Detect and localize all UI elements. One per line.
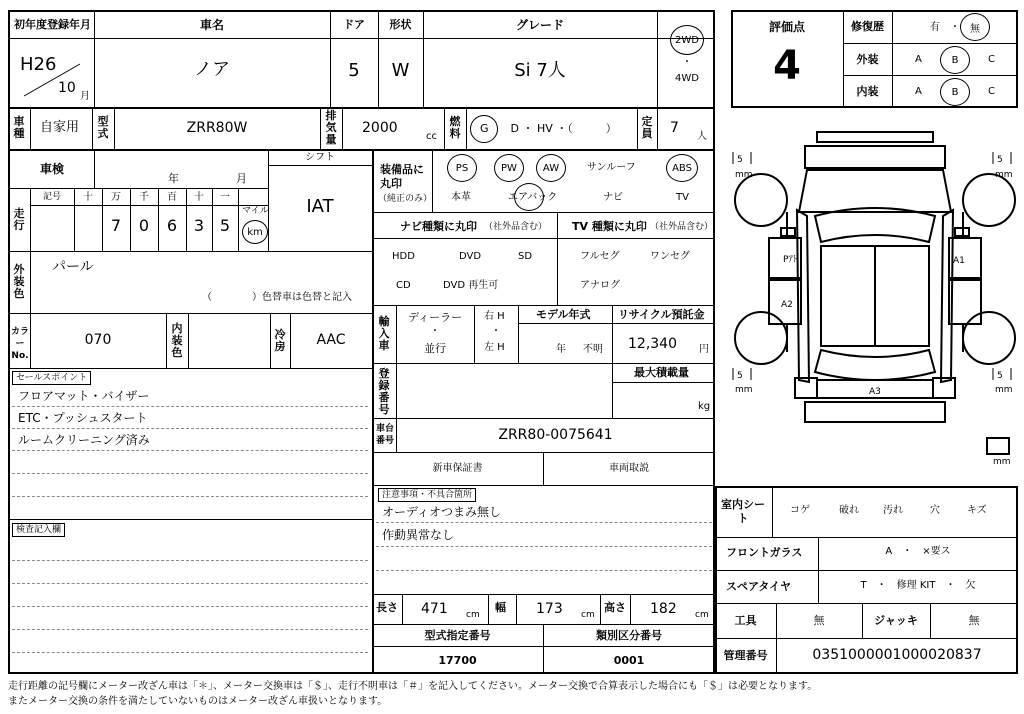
manual-label: 車両取説	[609, 463, 649, 474]
reg-year-label: 初年度登録年月	[14, 18, 91, 31]
sales-line-2: ETC・プッシュスタート	[18, 411, 148, 425]
car-name: ノア	[194, 59, 230, 80]
seat-label: 室内シート	[721, 498, 765, 525]
warranty-label: 新車保証書	[432, 463, 483, 474]
nav-type-label: ナビ種類に丸印	[400, 220, 477, 233]
tire-rl-value: 5	[737, 371, 743, 381]
tv-analog: アナログ	[580, 280, 620, 291]
nav-type-sub: （社外品含む）	[484, 222, 548, 232]
chassis-value: ZRR80-0075641	[498, 427, 613, 443]
shift-value: IAT	[306, 196, 334, 217]
tools-value: 無	[813, 614, 825, 627]
tv-oneseg: ワンセグ	[650, 251, 690, 262]
reg-month-unit: 月	[80, 91, 90, 102]
score-value: 4	[773, 43, 801, 89]
height-value: 182	[650, 601, 677, 617]
tv-type-sub: （社外品含む）	[650, 222, 714, 232]
tire-fr-unit: mm	[995, 170, 1013, 180]
hood	[799, 170, 951, 212]
mgmt-value: 0351000001000020837	[812, 647, 982, 663]
exterior-label: 外装	[856, 53, 879, 66]
car-diagram	[725, 120, 1024, 480]
grade-label: グレード	[515, 18, 564, 32]
footer-note-1: 走行距離の記号欄にメーター改ざん車は「＊」、メーター交換車は「＄」、走行不明車は「＃」を記入してください。メーター交換で合算表示した場合にも「＄」は必要となります。	[8, 681, 818, 692]
height-label: 高さ	[604, 601, 626, 614]
mileage-label: 走行	[13, 207, 25, 232]
displacement-label: 排気量	[325, 109, 337, 146]
drive-2wd-circle	[670, 25, 704, 55]
exterior-a: A	[915, 54, 922, 65]
usage-value: 自家用	[40, 120, 80, 135]
equipment-sub: （純正のみ）	[378, 194, 433, 204]
nav-hdd: HDD	[392, 251, 415, 262]
km-label: km	[247, 226, 263, 238]
km-circle	[242, 220, 268, 244]
repair-no-circle	[960, 13, 990, 41]
caution-line-2: 作動異常なし	[382, 528, 455, 542]
nav-dvd-play: DVD 再生可	[443, 280, 499, 291]
spare-tire-box	[987, 438, 1009, 454]
caution-line-1: オーディオつまみ無し	[382, 505, 502, 519]
color-label: 外装色	[13, 263, 25, 300]
length-label: 長さ	[376, 601, 398, 614]
interior-c: C	[988, 86, 995, 97]
equip-pw-circle	[494, 154, 524, 182]
cc-unit: cc	[426, 131, 437, 142]
tire-fl-unit: mm	[735, 170, 753, 180]
mark-pat: Pｱﾄ	[783, 255, 798, 265]
recycle-label: リサイクル預託金	[618, 308, 705, 321]
max-load-label: 最大積載量	[634, 366, 689, 379]
model-year-unknown: 不明	[583, 344, 603, 355]
equip-aw: AW	[542, 162, 560, 174]
import-right-h: 右 H	[484, 311, 505, 322]
digit-header-4: 百	[167, 192, 177, 203]
drive-4wd: 4WD	[675, 73, 699, 84]
width-value: 173	[536, 601, 563, 617]
reg-month: 10	[58, 80, 76, 96]
equip-abs-circle	[666, 154, 698, 182]
digit-header-2: 万	[111, 192, 121, 203]
inspect-notes-tag: 検査記入欄	[12, 523, 65, 537]
jack-label: ジャッキ	[874, 614, 918, 627]
equip-ps-circle	[447, 154, 477, 182]
shaken-year: 年	[168, 172, 179, 185]
fuel-options: G D ・ HV ・（ ）	[480, 122, 617, 135]
door-rear-right	[949, 280, 981, 324]
shaken-month: 月	[236, 172, 247, 185]
equip-navi: ナビ	[603, 192, 623, 203]
drive-dot: ・	[682, 57, 692, 68]
seat-tear: 破れ	[839, 505, 859, 516]
digit-header-0: 記号	[42, 192, 61, 202]
footer-note-2: またメーター交換の条件を満たしていないものはメーター改ざん車扱いとなります。	[8, 696, 388, 707]
equipment-label: 装備品に丸印	[380, 163, 424, 190]
reg-era-year: H26	[20, 54, 57, 75]
digit-6: 5	[219, 216, 231, 235]
glass-options: A ・ ×要ス	[885, 546, 951, 557]
repaint-note: （ ）色替車は色替と記入	[202, 292, 352, 303]
recycle-value: 12,340	[628, 336, 677, 352]
mark-a3: A3	[869, 387, 881, 397]
usage-label: 車種	[13, 115, 25, 140]
chassis-label: 車台番号	[375, 424, 394, 446]
equip-leather: 本革	[451, 192, 471, 203]
shaken-label: 車検	[40, 162, 65, 176]
wheel-rear-left	[735, 312, 787, 364]
wheel-rear-right	[963, 312, 1015, 364]
repair-yes: 有	[930, 22, 940, 33]
spare-options: T ・ 修理 KIT ・ 欠	[860, 580, 976, 591]
tv-fullseg: フルセグ	[580, 251, 620, 262]
displacement-value: 2000	[362, 120, 398, 136]
import-dot-2: ・	[491, 326, 501, 337]
tire-rr-unit: mm	[995, 385, 1013, 395]
front-bumper	[817, 132, 933, 142]
length-value: 471	[421, 601, 448, 617]
length-unit: cm	[466, 610, 480, 620]
tire-fl-value: 5	[737, 155, 743, 165]
digit-2: 7	[110, 216, 122, 235]
interior-a: A	[915, 86, 922, 97]
import-left-h: 左 H	[484, 342, 505, 353]
tire-rl-unit: mm	[735, 385, 753, 395]
digit-header-3: 千	[139, 192, 149, 203]
sales-points-tag: セールスポイント	[12, 371, 91, 385]
front-grille	[805, 146, 945, 168]
equip-tv: TV	[676, 192, 689, 203]
equip-aw-circle	[536, 154, 566, 182]
max-load-unit: kg	[698, 401, 711, 412]
nav-sd: SD	[518, 251, 533, 262]
mark-a2: A2	[781, 300, 793, 310]
door-value: 5	[348, 60, 360, 81]
tire-fr-value: 5	[997, 155, 1003, 165]
shift-label: シフト	[305, 152, 335, 163]
aircon-value: AAC	[316, 332, 346, 348]
seat-hole: 穴	[930, 505, 940, 516]
equip-sunroof: サンルーフ	[587, 162, 636, 173]
type-no-value: 17700	[438, 654, 477, 667]
rear-bumper	[805, 402, 945, 422]
width-unit: cm	[581, 610, 595, 620]
score-label: 評価点	[768, 20, 805, 34]
nav-cd: CD	[396, 280, 411, 291]
interior-color-label: 内装色	[171, 322, 183, 359]
model-year-year: 年	[556, 344, 566, 355]
nav-dvd: DVD	[459, 251, 482, 262]
tv-type-label: TV 種類に丸印	[572, 220, 647, 233]
left-body	[797, 210, 809, 382]
fuel-g-circle	[470, 115, 498, 143]
drive-2wd: 2WD	[675, 34, 699, 46]
mgmt-label: 管理番号	[723, 649, 768, 662]
import-dealer: ディーラー	[408, 311, 463, 324]
mile-label: マイル	[242, 206, 269, 216]
class-no-value: 0001	[613, 654, 645, 667]
windshield	[815, 208, 935, 242]
digit-3: 0	[138, 216, 150, 235]
import-dot: ・	[430, 326, 440, 337]
capacity-unit: 人	[697, 131, 707, 142]
model-value: ZRR80W	[186, 120, 248, 136]
car-name-label: 車名	[199, 18, 224, 32]
interior-b: B	[951, 86, 959, 98]
digit-header-1: 十	[83, 192, 93, 203]
door-label: ドア	[343, 18, 365, 31]
spare-unit: mm	[993, 457, 1011, 467]
seat-scratch: キズ	[967, 505, 987, 516]
recycle-yen: 円	[699, 344, 709, 355]
digit-header-6: 一	[220, 192, 230, 203]
tire-rr-value: 5	[997, 371, 1003, 381]
spare-label: スペアタイヤ	[726, 580, 792, 593]
exterior-b: B	[951, 54, 959, 66]
right-body	[941, 210, 953, 382]
model-year-label: モデル年式	[536, 308, 591, 321]
reg-no-label: 登録番号	[378, 367, 390, 416]
import-parallel: 並行	[424, 342, 446, 355]
mark-a1: A1	[953, 256, 965, 266]
equip-ps: PS	[455, 162, 469, 174]
grade-value: Si 7人	[514, 60, 566, 81]
caution-tag: 注意事項・不具合箇所	[378, 488, 476, 502]
sales-line-1: フロアマット・バイザー	[18, 389, 150, 403]
interior-b-circle	[940, 78, 970, 106]
type-no-label: 型式指定番号	[424, 629, 491, 642]
color-no-label: カラーNo.	[11, 327, 30, 361]
shape-value: W	[391, 60, 410, 81]
fuel-label: 燃料	[449, 115, 461, 140]
repair-dot: ・	[950, 22, 960, 33]
exterior-c: C	[988, 54, 995, 65]
class-no-label: 類別区分番号	[596, 629, 662, 642]
capacity-value: 7	[670, 120, 679, 136]
import-label: 輸入車	[378, 315, 390, 352]
jack-value: 無	[968, 614, 980, 627]
repair-no: 無	[970, 23, 980, 35]
capacity-label: 定員	[641, 115, 653, 140]
interior-label: 内装	[856, 85, 879, 98]
model-label: 型式	[97, 115, 109, 140]
wheel-front-right	[963, 174, 1015, 226]
color-no-value: 070	[84, 332, 112, 348]
aircon-label: 冷房	[274, 328, 286, 353]
equip-pw: PW	[501, 162, 517, 174]
digit-5: 3	[193, 216, 205, 235]
equip-abs: ABS	[672, 162, 692, 174]
color-value: パール	[52, 259, 94, 275]
tools-label: 工具	[734, 614, 757, 627]
rear-glass	[815, 350, 935, 380]
sales-line-3: ルームクリーニング済み	[18, 433, 150, 447]
glass-label: フロントガラス	[726, 546, 803, 559]
shape-label: 形状	[389, 18, 412, 31]
width-label: 幅	[495, 601, 506, 614]
wheel-front-left	[735, 174, 787, 226]
height-unit: cm	[695, 610, 709, 620]
equip-airbag: エアバック	[508, 192, 558, 203]
repair-label: 修復歴	[851, 20, 884, 33]
seat-burn: コゲ	[790, 505, 810, 516]
digit-4: 6	[166, 216, 178, 235]
seat-stain: 汚れ	[883, 505, 903, 516]
digit-header-5: 十	[194, 192, 204, 203]
exterior-b-circle	[940, 46, 970, 74]
